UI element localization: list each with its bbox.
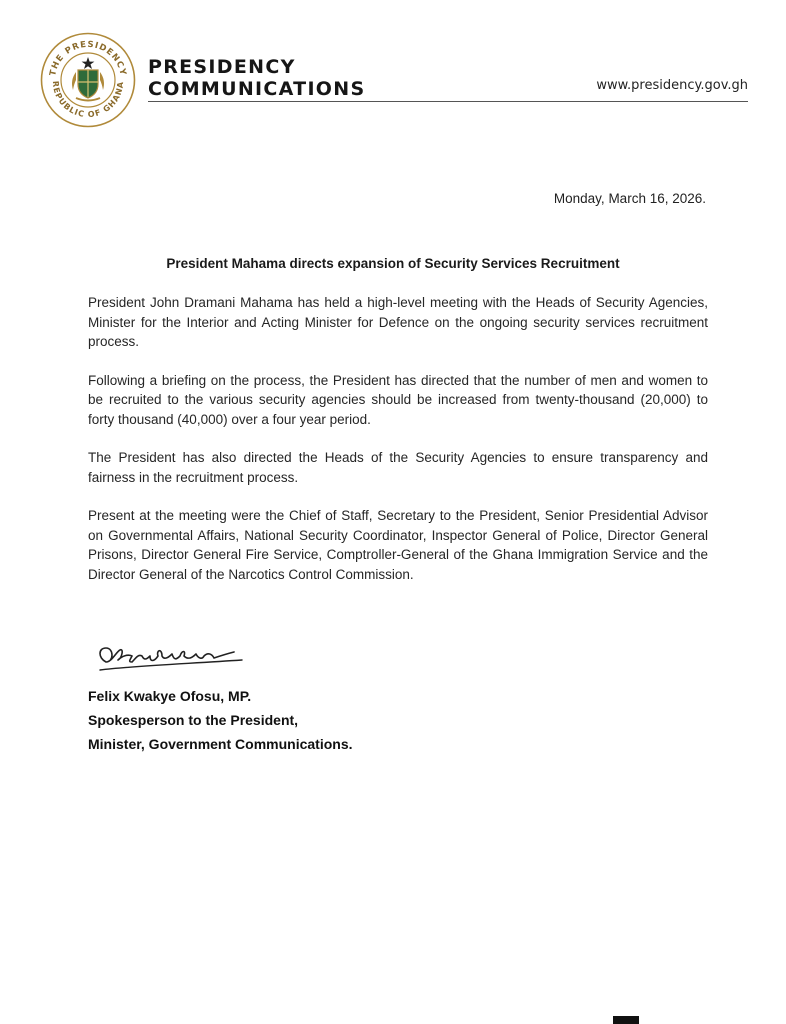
release-date xyxy=(554,191,706,206)
website-link[interactable]: www.presidency.gov.gh xyxy=(596,78,748,93)
release-date-rest: March 16, 2026. xyxy=(604,191,706,206)
org-name xyxy=(148,56,365,100)
body-paragraph: President John Dramani Mahama has held a high-level meeting with the Heads of Security Agencies, Minister for the Interior and Acting Minister for Defence on the ongoing security services recruitment process. xyxy=(88,295,708,349)
signatory-block xyxy=(88,684,353,756)
release-date-weekday: Monday, xyxy=(553,191,605,206)
handwritten-signature-icon xyxy=(92,636,252,680)
signatory-name: Felix Kwakye Ofosu, MP. xyxy=(88,688,252,704)
body-paragraph: Present at the meeting were the Chief of Staff, Secretary to the President, Senior Presidential Advisor on Governmental Affairs, National Security Coordinator, Inspector General of Police, Director General Prisons, Director General Fire Service, Comptroller-General of the Ghana Immigration Service and the Director General of the Narcotics Control Commission. xyxy=(88,508,708,582)
org-name-line2: COMMUNICATIONS xyxy=(148,78,366,100)
body-paragraph: Following a briefing on the process, the President has directed that the number of men and women to be recruited to the various security agencies should be increased from twenty-thousand (20,000) to forty thousand (40,000) over a four year period. xyxy=(88,372,708,427)
press-release-body xyxy=(88,293,708,603)
signatory-title: Minister, Government Communications. xyxy=(88,736,353,752)
body-paragraph: The President has also directed the Heads of the Security Agencies to ensure transparency and fairness in the recruitment process. xyxy=(88,450,708,485)
presidency-seal-icon xyxy=(40,32,136,128)
org-name-line1: PRESIDENCY xyxy=(148,56,296,78)
header-divider xyxy=(148,101,748,102)
svg-text:THE PRESIDENCY: THE PRESIDENCY xyxy=(48,39,128,77)
press-release-headline: President Mahama directs expansion of Security Services Recruitment xyxy=(166,256,620,271)
svg-text:REPUBLIC OF GHANA: REPUBLIC OF GHANA xyxy=(50,80,126,120)
signatory-title: Spokesperson to the President, xyxy=(88,712,299,728)
corner-mark xyxy=(613,1016,639,1024)
